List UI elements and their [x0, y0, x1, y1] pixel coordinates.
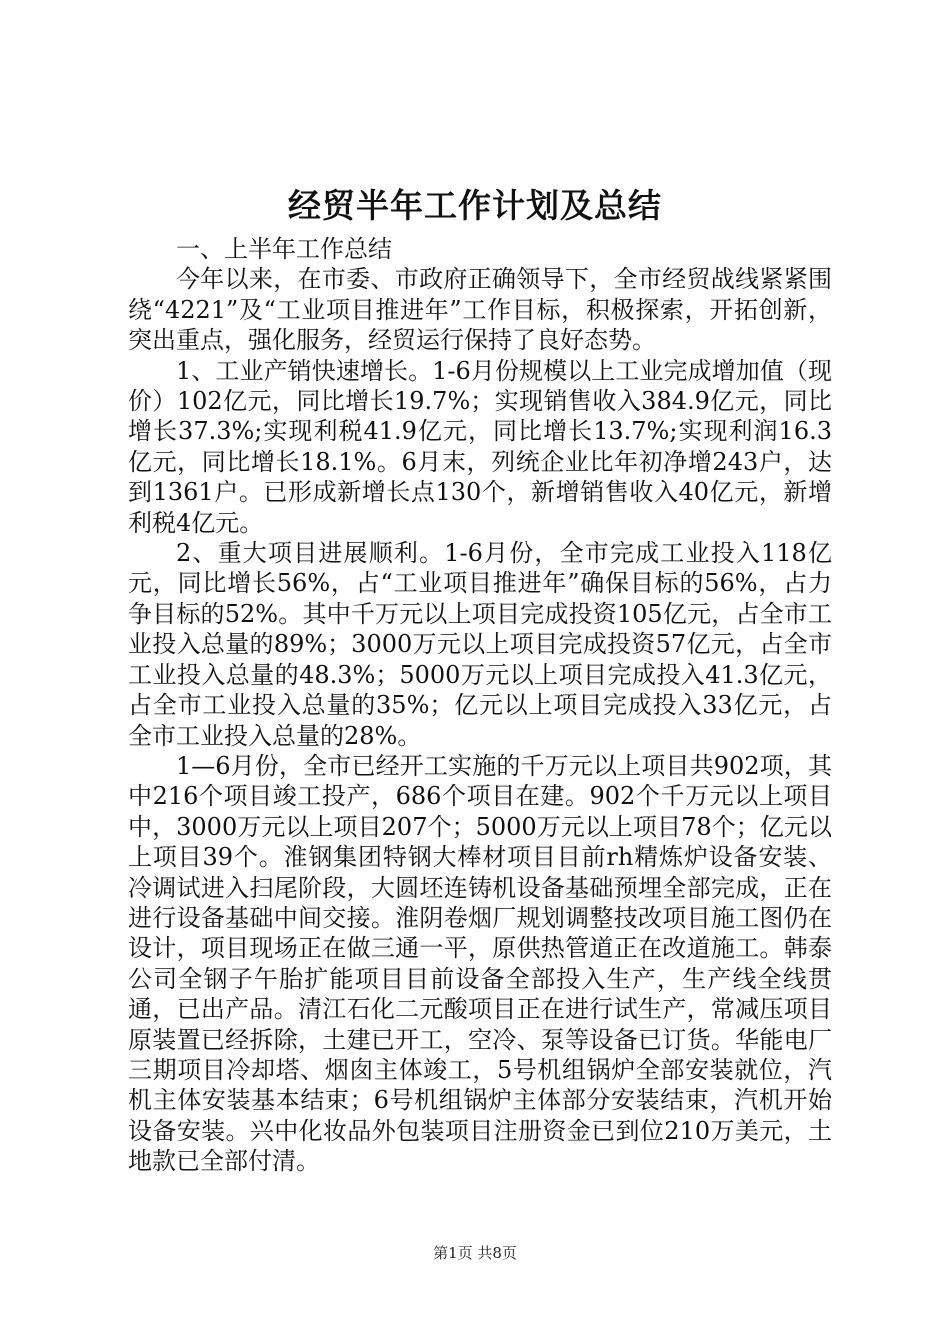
paragraph-intro: 今年以来，在市委、市政府正确领导下，全市经贸战线紧紧围绕“4221”及“工业项目推进年”工作目标，积极探索，开拓创新，突出重点，强化服务，经贸运行保持了良好态势。 [128, 265, 832, 355]
page-footer: 第1页 共8页 [433, 1244, 517, 1262]
section-heading: 一、上半年工作总结 [176, 235, 392, 263]
document-body [128, 234, 832, 1177]
paragraph-project-details: 1—6月份，全市已经开工实施的千万元以上项目共902项，其中216个项目竣工投产，686个项目在建。902个千万元以上项目中，3000万元以上项目207个；5000万元以上项目78个；亿元以上项目39个。淮钢集团特钢大棒材项目目前rh精炼炉设备安装、冷调试进入扫尾阶段，大圆坯连铸机设备基础预埋全部完成，正在进行设备基础中间交接。淮阴卷烟厂规划调整技改项目施工图仍在设计，项目现场正在做三通一平，原供热管道正在改道施工。韩泰公司全钢子午胎扩能项目目前设备全部投入生产，生产线全线贯通，已出产品。清江石化二元酸项目正在进行试生产，常减压项目原装置已经拆除，土建已开工，空冷、泵等设备已订货。华能电厂三期项目冷却塔、烟囱主体竣工，5号机组锅炉全部安装就位，汽机主体安装基本结束；6号机组锅炉主体部分安装结束，汽机开始设备安装。兴中化妆品外包装项目注册资金已到位210万美元，土地款已全部付清。 [128, 751, 832, 1176]
paragraph-major-projects: 2、重大项目进展顺利。1-6月份，全市完成工业投入118亿元，同比增长56%，占“工业项目推进年”确保目标的56%，占力争目标的52%。其中千万元以上项目完成投资105亿元，占全市工业投入总量的89%；3000万元以上项目完成投资57亿元，占全市工业投入总量的48.3%；5000万元以上项目完成投入41.3亿元，占全市工业投入总量的35%；亿元以上项目完成投入33亿元，占全市工业投入总量的28%。 [128, 539, 832, 750]
document-title: 经贸半年工作计划及总结 [288, 186, 662, 225]
paragraph-industrial-output: 1、工业产销快速增长。1-6月份规模以上工业完成增加值（现价）102亿元，同比增长19.7%；实现销售收入384.9亿元，同比增长37.3%;实现利税41.9亿元，同比增长13.7%;实现利润16.3亿元，同比增长18.1%。6月末，列统企业比年初净增243户，达到1361户。已形成新增长点130个，新增销售收入40亿元，新增利税4亿元。 [128, 356, 832, 537]
